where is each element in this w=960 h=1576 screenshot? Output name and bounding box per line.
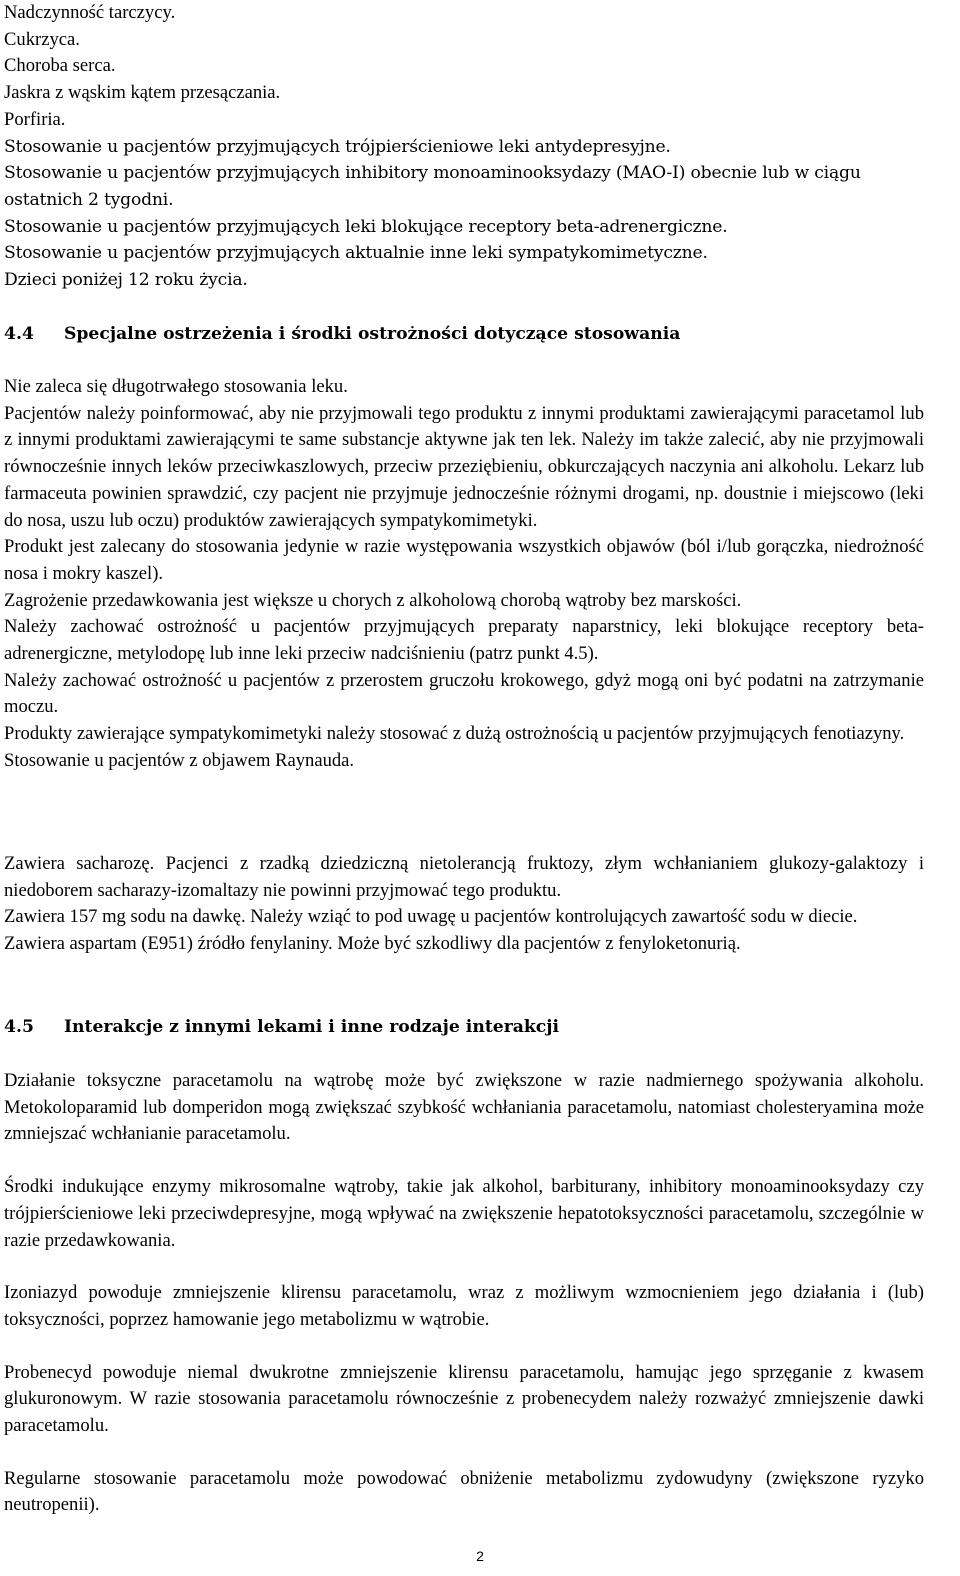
contraindication-item: Jaskra z wąskim kątem przesączania. — [4, 82, 281, 104]
section-44-heading — [4, 321, 680, 348]
paragraph: Należy zachować ostrożność u pacjentów z przerostem gruczołu krokowego, gdyż mogą oni być podatni na zatrzymanie moczu. — [4, 669, 924, 718]
section-44-number: 4.4 — [4, 324, 34, 344]
paragraph: Produkt jest zalecany do stosowania jedynie w razie występowania wszystkich objawów (ból i/lub gorączka, niedrożność nosa i mokry kaszel). — [4, 536, 924, 584]
paragraph: Izoniazyd powoduje zmniejszenie klirensu paracetamolu, wraz z możliwym wzmocnieniem jego działania i (lub) toksyczności, poprzez hamowanie jego metabolizmu w wątrobie. — [4, 1282, 924, 1330]
section-44-excipients — [4, 851, 924, 958]
contraindication-item: Stosowanie u pacjentów przyjmujących inhibitory monoaminooksydazy (MAO-I) obecnie lub w ciągu — [4, 163, 861, 184]
paragraph: Nie zaleca się długotrwałego stosowania leku. — [4, 376, 348, 397]
paragraph: Działanie toksyczne paracetamolu na wątrobę może być zwiększone w razie nadmiernego spożywania alkoholu. Metokoloparamid lub domperidon mogą zwiększać szybkość wchłaniania paracetamolu, natomiast cholesteryamina może zmniejszać wchłanianie paracetamolu. — [4, 1070, 924, 1145]
section-45-number: 4.5 — [4, 1017, 34, 1037]
paragraph: Produkty zawierające sympatykomimetyki należy stosować z dużą ostrożnością u pacjentów przyjmujących fenotiazyny. — [4, 723, 905, 745]
section-45-title: Interakcje z innymi lekami i inne rodzaje interakcji — [64, 1017, 560, 1037]
contraindication-item: Choroba serca. — [4, 55, 116, 77]
contraindication-item: Dzieci poniżej 12 roku życia. — [4, 270, 248, 291]
contraindication-item: Cukrzyca. — [4, 28, 80, 50]
contraindications-list — [4, 0, 861, 294]
contraindication-item: Stosowanie u pacjentów przyjmujących trójpierścieniowe leki antydepresyjne. — [4, 136, 671, 157]
section-45-heading — [4, 1014, 559, 1041]
paragraph: Należy zachować ostrożność u pacjentów przyjmujących preparaty naparstnicy, leki blokujące receptory beta-adrenergiczne, metylodopę lub inne leki przeciw nadciśnieniu (patrz punkt 4.5). — [4, 616, 924, 665]
paragraph: Stosowanie u pacjentów z objawem Raynauda. — [4, 749, 355, 771]
paragraph: Probenecyd powoduje niemal dwukrotne zmniejszenie klirensu paracetamolu, hamując jego sprzęganie z kwasem glukuronowym. W razie stosowania paracetamolu równocześnie z probenecydem należy rozważyć zmniejszenie dawki paracetamolu. — [4, 1361, 924, 1437]
contraindication-item: Nadczynność tarczycy. — [4, 2, 176, 23]
paragraph: Zagrożenie przedawkowania jest większe u chorych z alkoholową chorobą wątroby bez marskości. — [4, 589, 742, 611]
paragraph: Środki indukujące enzymy mikrosomalne wątroby, takie jak alkohol, barbiturany, inhibitory monoaminooksydazy czy trójpierścieniowe leki przeciwdepresyjne, mogą wpływać na zwiększenie hepatotoksyczności paracetamolu, szczególnie w razie przedawkowania. — [4, 1176, 924, 1251]
contraindication-item: Porfiria. — [4, 108, 66, 130]
contraindication-item: Stosowanie u pacjentów przyjmujących aktualnie inne leki sympatykomimetyczne. — [4, 243, 708, 264]
section-45-body — [4, 1068, 924, 1519]
paragraph: Zawiera sacharozę. Pacjenci z rzadką dziedziczną nietolerancją fruktozy, złym wchłanianiem glukozy-galaktozy i niedoborem sacharazy-izomaltazy nie powinni przyjmować tego produktu. — [4, 853, 924, 901]
section-44-title: Specjalne ostrzeżenia i środki ostrożności dotyczące stosowania — [64, 324, 681, 344]
paragraph: Zawiera 157 mg sodu na dawkę. Należy wziąć to pod uwagę u pacjentów kontrolujących zawartość sodu w diecie. — [4, 906, 858, 928]
paragraph: Pacjentów należy poinformować, aby nie przyjmowali tego produktu z innymi produktami zawierającymi paracetamol lub z innymi produktami zawierającymi te same substancje aktywne jak ten lek. Należy im także zalecić, aby nie przyjmowali równocześnie innych leków przeciwkaszlowych, przeciw przeziębieniu, obkurczających naczynia ani alkoholu. Lekarz lub farmaceuta powinien sprawdzić, czy pacjent nie przyjmuje jednocześnie różnymi drogami, np. doustnie i miejscowo (leki do nosa, uszu lub oczu) produktów zawierających sympatykomimetyki. — [4, 402, 924, 531]
section-44-body — [4, 374, 924, 775]
paragraph: Zawiera aspartam (E951) źródło fenylaniny. Może być szkodliwy dla pacjentów z fenyloketonurią. — [4, 933, 741, 955]
contraindication-item: ostatnich 2 tygodni. — [4, 189, 174, 210]
contraindication-item: Stosowanie u pacjentów przyjmujących leki blokujące receptory beta-adrenergiczne. — [4, 216, 728, 237]
page-number: 2 — [476, 1548, 484, 1564]
paragraph: Regularne stosowanie paracetamolu może powodować obniżenie metabolizmu zydowudyny (zwiększone ryzyko neutropenii). — [4, 1467, 924, 1516]
